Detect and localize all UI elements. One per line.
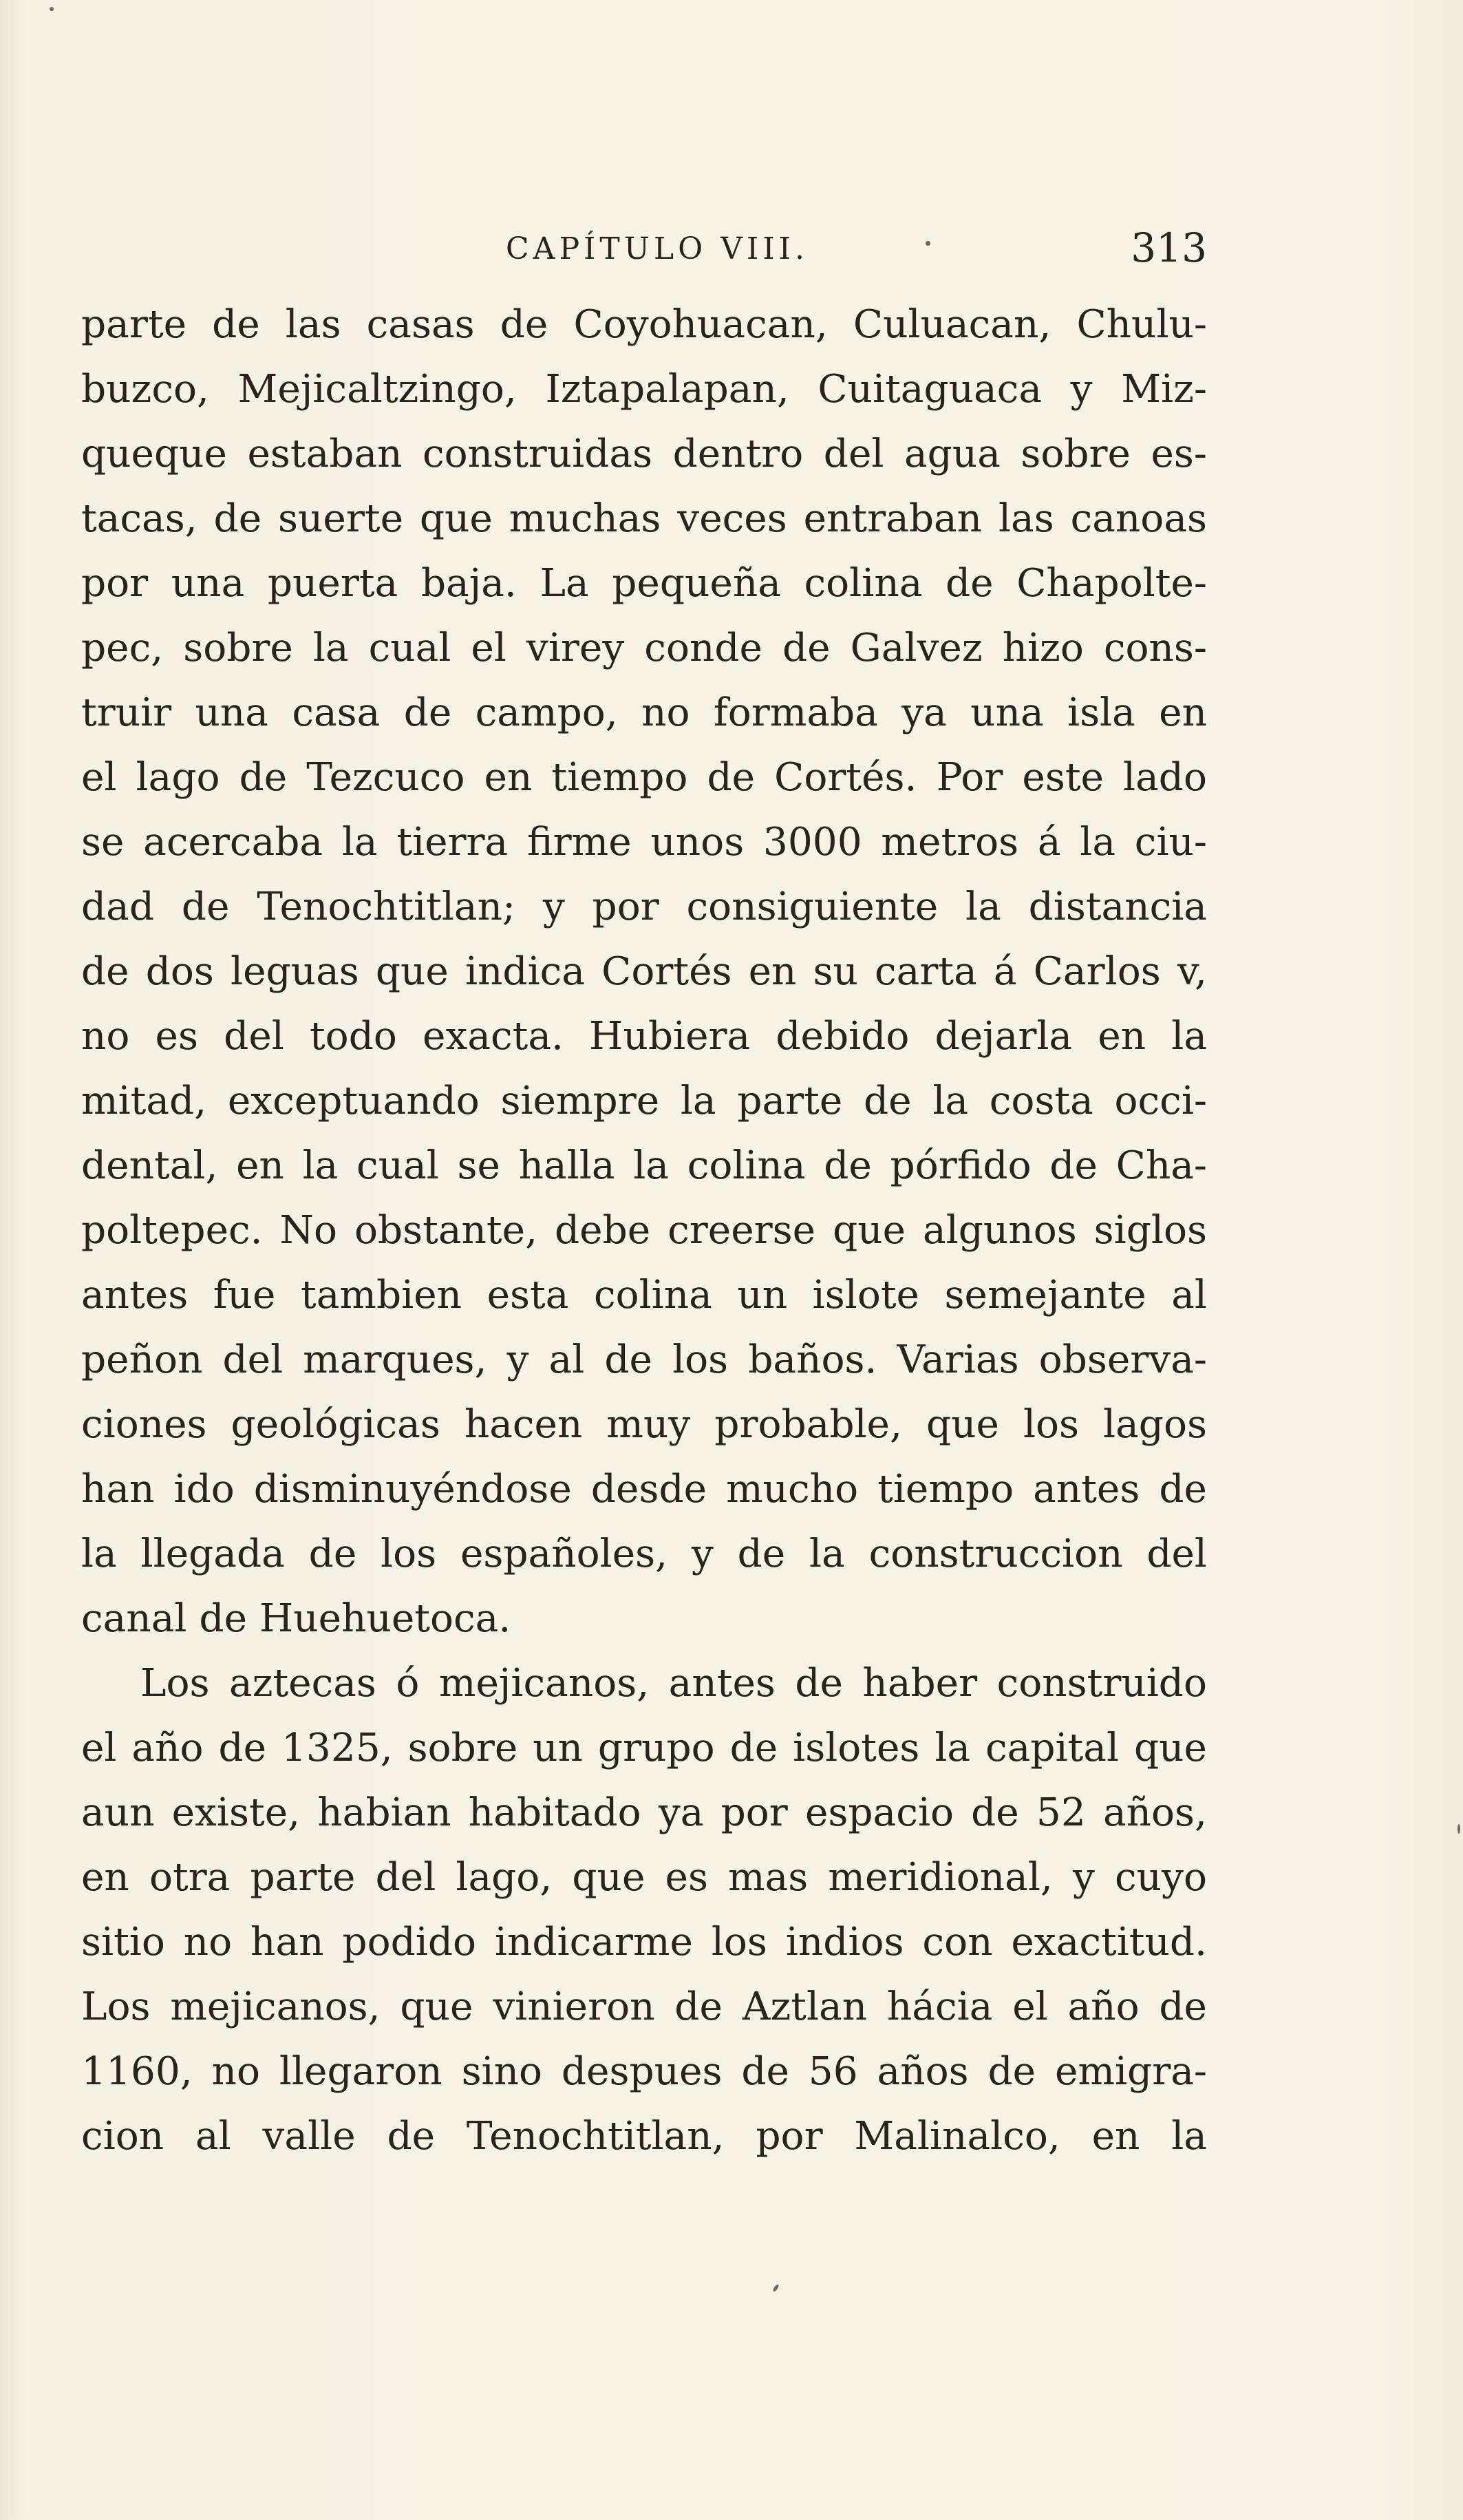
paper-speck — [1457, 1824, 1460, 1834]
paragraph-start-line: Los aztecas ó mejicanos, antes de haber construido — [140, 1661, 1207, 1706]
body-text — [81, 293, 1207, 2169]
text-line: mitad, exceptuando siempre la parte de la costa occi- — [81, 1079, 1207, 1123]
text-line: truir una casa de campo, no formaba ya una isla en — [81, 690, 1207, 735]
text-line: cion al valle de Tenochtitlan, por Malinalco, en la — [81, 2114, 1207, 2159]
page-number: 313 — [1131, 224, 1207, 271]
text-line: la llegada de los españoles, y de la construccion del — [81, 1532, 1207, 1576]
paper-speck — [50, 7, 54, 11]
text-line: dental, en la cual se halla la colina de pórfido de Cha- — [81, 1143, 1207, 1188]
paper-speck — [772, 2284, 780, 2293]
text-line: parte de las casas de Coyohuacan, Culuacan, Chulu- — [81, 302, 1207, 347]
text-line: queque estaban construidas dentro del agua sobre es- — [81, 432, 1207, 476]
paper-speck — [926, 241, 930, 246]
text-line: buzco, Mejicaltzingo, Iztapalapan, Cuitaguaca y Miz- — [81, 367, 1207, 412]
text-line: por una puerta baja. La pequeña colina de Chapolte- — [81, 561, 1207, 606]
text-line: de dos leguas que indica Cortés en su carta á Carlos v, — [81, 949, 1207, 994]
text-line: 1160, no llegaron sino despues de 56 años de emigra- — [81, 2049, 1207, 2094]
chapter-title: CAPÍTULO VIII. — [506, 231, 809, 266]
text-line: peñon del marques, y al de los baños. Varias observa- — [81, 1337, 1207, 1382]
text-line: ciones geológicas hacen muy probable, que los lagos — [81, 1402, 1207, 1447]
text-line: dad de Tenochtitlan; y por consiguiente la distancia — [81, 885, 1207, 929]
text-line: Los mejicanos, que vinieron de Aztlan hácia el año de — [81, 1984, 1207, 2029]
text-line: se acercaba la tierra firme unos 3000 metros á la ciu- — [81, 820, 1207, 865]
text-line: han ido disminuyéndose desde mucho tiempo antes de — [81, 1467, 1207, 1512]
text-line: sitio no han podido indicarme los indios con exactitud. — [81, 1920, 1207, 1965]
text-line: el lago de Tezcuco en tiempo de Cortés. Por este lado — [81, 755, 1207, 800]
text-line: tacas, de suerte que muchas veces entraban las canoas — [81, 496, 1207, 541]
text-line: en otra parte del lago, que es mas meridional, y cuyo — [81, 1855, 1207, 1900]
text-line: poltepec. No obstante, debe creerse que algunos siglos — [81, 1208, 1207, 1253]
text-line: pec, sobre la cual el virey conde de Galvez hizo cons- — [81, 626, 1207, 670]
text-line: el año de 1325, sobre un grupo de islotes la capital que — [81, 1726, 1207, 1770]
paragraph-end-line: canal de Huehuetoca. — [81, 1596, 511, 1641]
text-line: no es del todo exacta. Hubiera debido dejarla en la — [81, 1014, 1207, 1059]
text-line: aun existe, habian habitado ya por espacio de 52 años, — [81, 1790, 1207, 1835]
text-line: antes fue tambien esta colina un islote semejante al — [81, 1273, 1207, 1317]
running-head — [0, 224, 1463, 279]
